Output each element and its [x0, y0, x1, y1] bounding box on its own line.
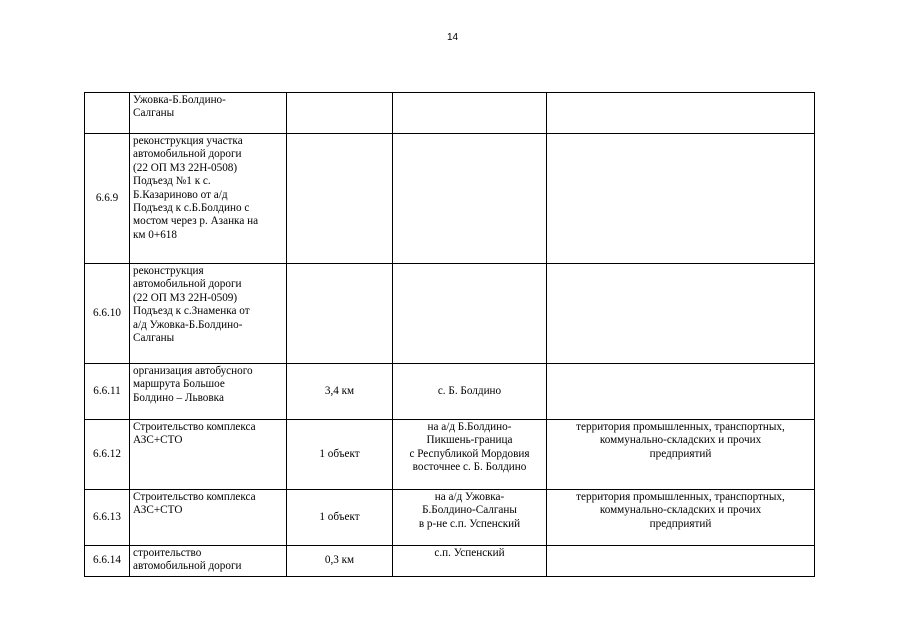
item-location [393, 264, 547, 364]
item-number: 6.6.13 [85, 490, 130, 546]
item-number: 6.6.12 [85, 420, 130, 490]
item-amount: 0,3 км [287, 546, 393, 577]
table-row [85, 264, 815, 364]
item-name: реконструкция автомобильной дороги (22 ОП МЗ 22Н-0509) Подъезд к с.Знаменка от а/д Ужовка-Б.Болдино- Салганы [130, 264, 287, 364]
planning-table [84, 92, 815, 577]
table-row [85, 546, 815, 577]
item-name: организация автобусного маршрута Большое Болдино – Львовка [130, 364, 287, 420]
item-location [393, 93, 547, 134]
item-amount: 1 объект [287, 490, 393, 546]
item-zone [547, 93, 815, 134]
item-amount: 3,4 км [287, 364, 393, 420]
item-number: 6.6.14 [85, 546, 130, 577]
item-amount [287, 93, 393, 134]
item-name: Ужовка-Б.Болдино- Салганы [130, 93, 287, 134]
item-location: с.п. Успенский [393, 546, 547, 577]
table-row [85, 364, 815, 420]
item-amount: 1 объект [287, 420, 393, 490]
item-amount [287, 264, 393, 364]
item-number [85, 93, 130, 134]
item-number: 6.6.9 [85, 134, 130, 264]
item-zone: территория промышленных, транспортных, коммунально-складских и прочих предприятий [547, 490, 815, 546]
item-name: реконструкция участка автомобильной дороги (22 ОП МЗ 22Н-0508) Подъезд №1 к с. Б.Казариново от а/д Подъезд к с.Б.Болдино с мостом через р. Азанка на км 0+618 [130, 134, 287, 264]
item-name: Строительство комплекса АЗС+СТО [130, 490, 287, 546]
item-zone: территория промышленных, транспортных, коммунально-складских и прочих предприятий [547, 420, 815, 490]
item-zone [547, 546, 815, 577]
item-name: строительство автомобильной дороги [130, 546, 287, 577]
item-location: на а/д Б.Болдино- Пикшень-граница с Республикой Мордовия восточнее с. Б. Болдино [393, 420, 547, 490]
item-name: Строительство комплекса АЗС+СТО [130, 420, 287, 490]
item-location: на а/д Ужовка- Б.Болдино-Салганы в р-не с.п. Успенский [393, 490, 547, 546]
item-zone [547, 264, 815, 364]
table-row [85, 420, 815, 490]
page-number: 14 [446, 32, 459, 43]
item-location: с. Б. Болдино [393, 364, 547, 420]
item-amount [287, 134, 393, 264]
item-number: 6.6.10 [85, 264, 130, 364]
item-number: 6.6.11 [85, 364, 130, 420]
item-zone [547, 364, 815, 420]
item-location [393, 134, 547, 264]
table-row [85, 490, 815, 546]
table-row [85, 134, 815, 264]
table-row [85, 93, 815, 134]
item-zone [547, 134, 815, 264]
